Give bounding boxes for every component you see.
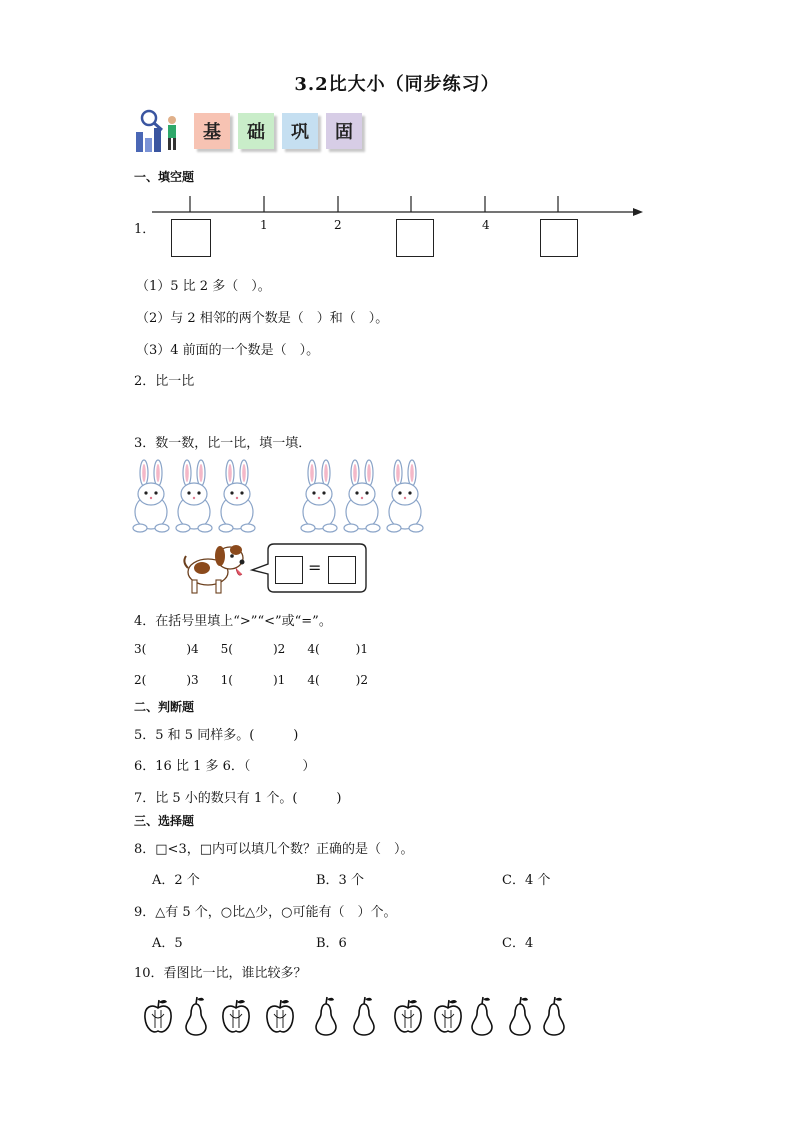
pear-icon — [510, 997, 530, 1035]
q9-text: 9．△有 5 个，○比△少，○可能有（ ）个。 — [134, 905, 397, 920]
q4-r1-d: )2 — [272, 642, 286, 656]
q4-r1-e: 4( — [307, 642, 320, 656]
q4-row1 — [134, 642, 368, 656]
q4-r2-f: )2 — [355, 673, 368, 687]
q4-r1-c: 5( — [220, 642, 233, 656]
q4-r2-d: )1 — [272, 673, 286, 687]
q8-option-a[interactable]: A．2 个 — [152, 873, 200, 888]
banner-char-3: 巩 — [282, 113, 318, 149]
q5-text: 5．5 和 5 同样多。( ) — [134, 728, 299, 743]
fruit-row — [140, 996, 580, 1038]
banner — [132, 108, 382, 154]
q9-option-a[interactable]: A．5 — [152, 936, 183, 951]
number-line-box-2[interactable] — [396, 219, 434, 257]
q4-r2-e: 4( — [307, 673, 320, 687]
pear-icon — [354, 997, 374, 1035]
q1-number: 1． — [134, 222, 156, 237]
q4-r2-b: )3 — [186, 673, 199, 687]
q4-r1-f: )1 — [355, 642, 368, 656]
q6-text: 6．16 比 1 多 6．（ ） — [134, 759, 316, 774]
number-line-box-3[interactable] — [540, 219, 578, 257]
q4-r1-b: )4 — [186, 642, 199, 656]
q4-r2-a: 2( — [134, 673, 147, 687]
apple-icon — [223, 1000, 249, 1032]
number-line-box-1[interactable] — [171, 219, 211, 257]
section-choice-heading: 三、选择题 — [134, 814, 195, 828]
pear-icon — [544, 997, 564, 1035]
pear-icon — [316, 997, 336, 1035]
apple-icon — [267, 1000, 293, 1032]
q9-option-b[interactable]: B．6 — [316, 936, 347, 951]
rabbits-illustration — [130, 458, 430, 533]
q9-option-c[interactable]: C．4 — [502, 936, 534, 951]
compare-box-left[interactable] — [275, 556, 303, 584]
q8-option-c[interactable]: C．4 个 — [502, 873, 551, 888]
page-title: 3.2比大小（同步练习） — [294, 74, 500, 95]
tick-label-2: 2 — [334, 218, 342, 232]
apple-icon — [435, 1000, 461, 1032]
q4-row2 — [134, 673, 368, 687]
q10-text: 10．看图比一比，谁比较多？ — [134, 966, 307, 981]
banner-char-4: 固 — [326, 113, 362, 149]
q8-text: 8．□<3，□内可以填几个数？正确的是（ ）。 — [134, 842, 414, 857]
pear-icon — [472, 997, 492, 1035]
apple-icon — [395, 1000, 421, 1032]
study-icon — [132, 108, 190, 154]
q4-r1-a: 3( — [134, 642, 147, 656]
q1-sub2: （2）与 2 相邻的两个数是（ ）和（ ）。 — [136, 311, 389, 326]
number-line — [150, 190, 650, 220]
banner-char-1: 基 — [194, 113, 230, 149]
q3-text: 3．数一数，比一比，填一填． — [134, 436, 312, 451]
compare-box-right[interactable] — [328, 556, 356, 584]
section-fill-heading: 一、填空题 — [134, 170, 195, 184]
q1-sub1: （1）5 比 2 多（ ）。 — [136, 279, 271, 294]
q7-text: 7．比 5 小的数只有 1 个。( ) — [134, 791, 342, 806]
apple-icon — [145, 1000, 171, 1032]
section-judge-heading: 二、判断题 — [134, 700, 195, 714]
q4-r2-c: 1( — [220, 673, 233, 687]
q2-text: 2．比一比 — [134, 374, 195, 389]
equals-sign: = — [308, 558, 322, 577]
banner-char-2: 础 — [238, 113, 274, 149]
tick-label-1: 1 — [260, 218, 268, 232]
dog-icon — [180, 540, 252, 596]
q8-option-b[interactable]: B．3 个 — [316, 873, 364, 888]
pear-icon — [186, 997, 206, 1035]
q1-sub3: （3）4 前面的一个数是（ ）。 — [136, 343, 320, 358]
tick-label-4: 4 — [482, 218, 490, 232]
q4-text: 4．在括号里填上“>”“<”或“=”。 — [134, 614, 332, 629]
